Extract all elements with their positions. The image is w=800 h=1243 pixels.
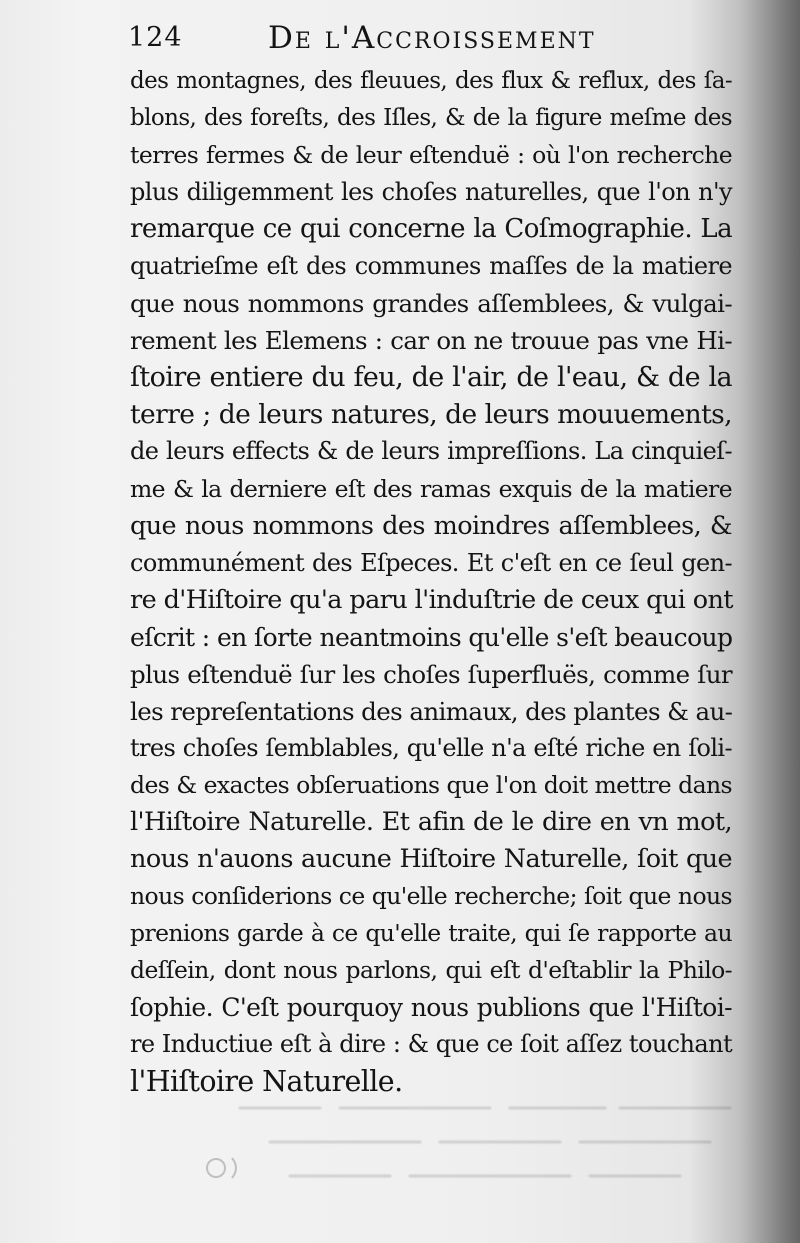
text-line: remarque ce qui concerne la Coſmographie. La <box>130 214 732 245</box>
body-text <box>130 63 732 1100</box>
text-line: communément des Eſpeces. Et c'eſt en ce ſeul gen- <box>130 548 732 577</box>
text-line: nous n'auons aucune Hiſtoire Naturelle, ſoit que <box>130 843 732 874</box>
text-line: deſſein, dont nous parlons, qui eſt d'eſtablir la Philo- <box>130 956 732 985</box>
text-line: terre ; de leurs natures, de leurs mouuements, <box>130 399 732 431</box>
text-line: des montagnes, des fleuues, des flux & reflux, des ſa- <box>130 68 732 94</box>
text-line: blons, des foreſts, des Iſles, & de la figure meſme des <box>130 105 732 132</box>
text-line: des & exactes obſeruations que l'on doit mettre dans <box>130 770 732 799</box>
text-line: prenions garde à ce qu'elle traite, qui ſe rapporte au <box>130 919 732 948</box>
text-line-last: l'Hiſtoire Naturelle. <box>130 1065 403 1099</box>
text-line: nous conſiderions ce qu'elle recherche; ſoit que nous <box>130 882 732 911</box>
text-line: ſtoire entiere du feu, de l'air, de l'eau, & de la <box>130 362 732 394</box>
text-line: plus diligemment les choſes naturelles, que l'on n'y <box>130 178 732 207</box>
text-line: que nous nommons des moindres aſſemblees, & <box>130 510 732 541</box>
text-line: tres choſes ſemblables, qu'elle n'a eſté riche en ſoli- <box>130 733 732 762</box>
text-line: quatrieſme eſt des communes maſſes de la matiere <box>130 252 732 281</box>
text-line: rement les Elemens : car on ne trouue pas vne Hi- <box>130 326 732 356</box>
text-line: ſophie. C'eſt pourquoy nous publions que l'Hiſtoi- <box>130 993 732 1023</box>
text-line: re Inductiue eſt à dire : & que ce ſoit aſſez touchant <box>130 1030 732 1059</box>
text-line: les repreſentations des animaux, des plantes & au- <box>130 696 733 726</box>
text-line: me & la derniere eſt des ramas exquis de la matiere <box>130 474 732 503</box>
page-number: 124 <box>128 22 183 53</box>
show-through-strokes <box>220 1090 740 1200</box>
running-head <box>128 14 728 62</box>
text-line: plus eſtenduë ſur les choſes ſuperfluës, comme ſur <box>130 659 732 689</box>
text-line: terres fermes & de leur eſtenduë : où l'on recherche <box>130 141 732 170</box>
text-line: de leurs effects & de leurs impreſſions. La cinquieſ- <box>130 437 732 466</box>
text-line: re d'Hiſtoire qu'a paru l'induſtrie de ceux qui ont <box>130 584 733 615</box>
text-line: l'Hiſtoire Naturelle. Et afin de le dire en vn mot, <box>130 806 732 837</box>
text-line: que nous nommons grandes aſſemblees, & vulgai- <box>130 289 732 319</box>
show-through-texture <box>220 1090 740 1200</box>
faint-mark-icon <box>196 1148 256 1188</box>
running-title: De l'Accroissement <box>268 20 596 56</box>
page-edge-shadow <box>740 0 800 1243</box>
text-line: eſcrit : en ſorte neantmoins qu'elle s'eſt beaucoup <box>130 622 733 652</box>
